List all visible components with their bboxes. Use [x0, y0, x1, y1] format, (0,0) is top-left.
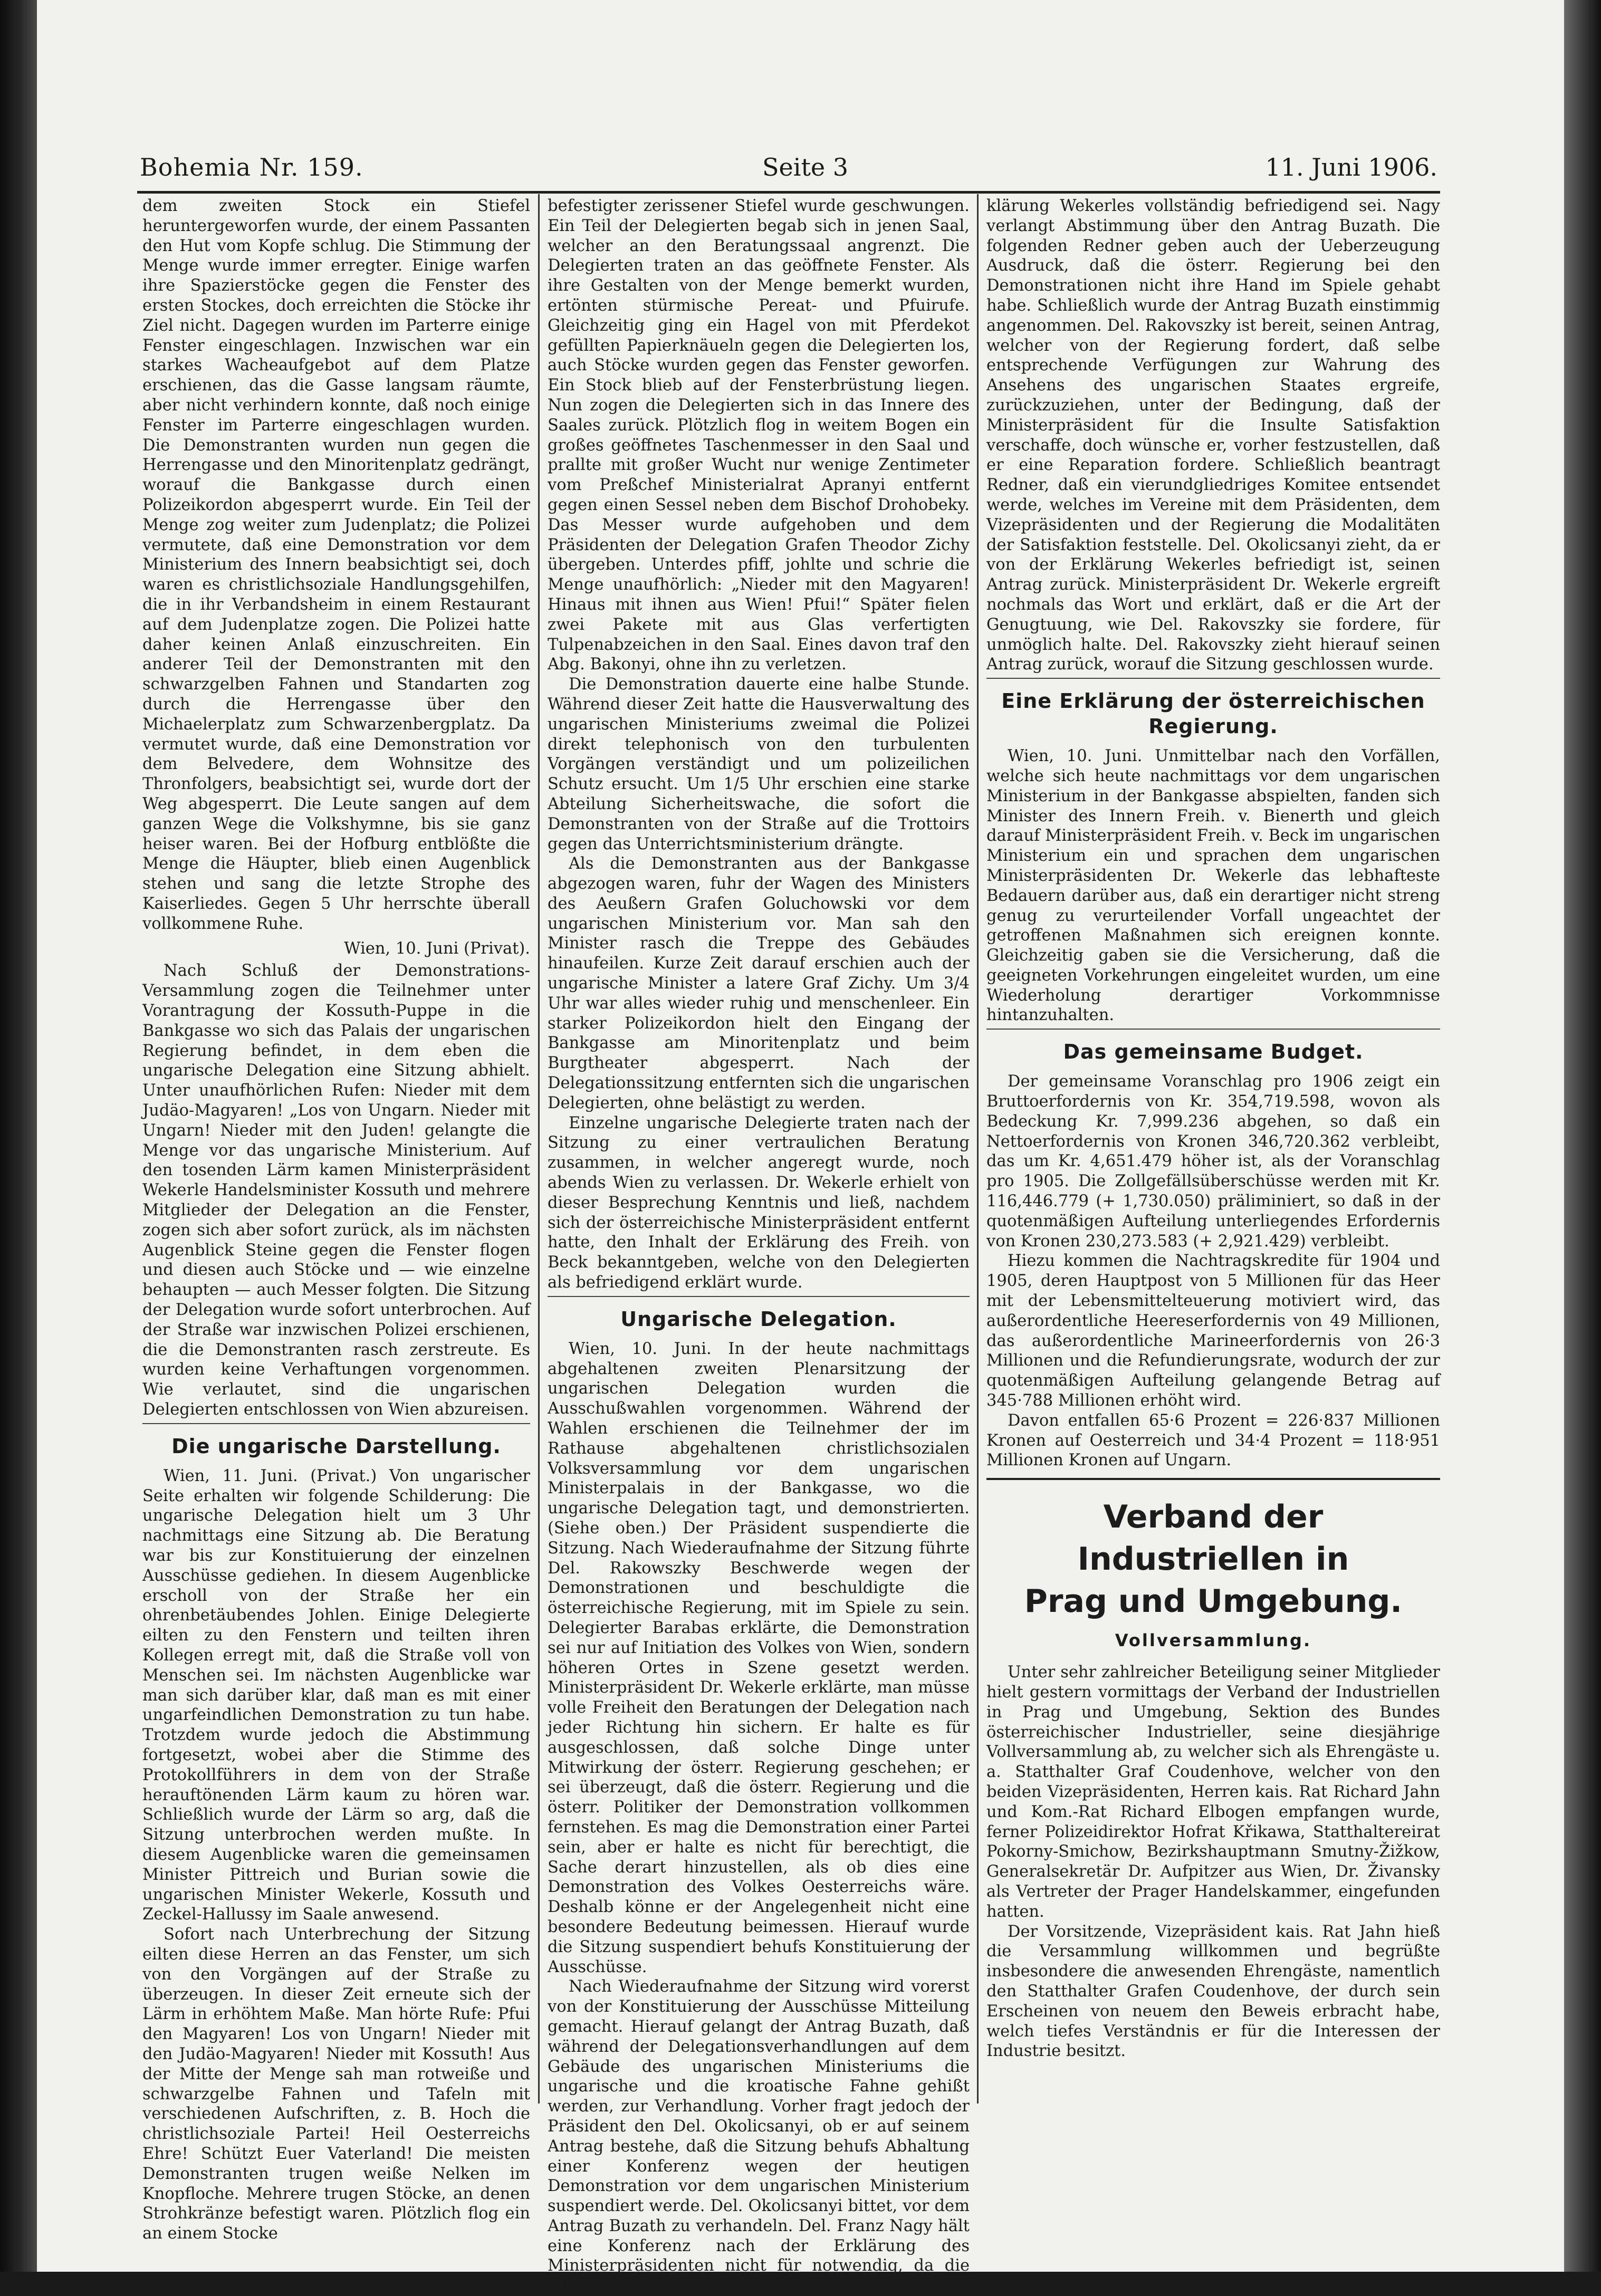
article-paragraph: Nach Wiederaufnahme der Sitzung wird vorerst von der Konstituierung der Ausschüsse Mitteilung gemacht. Hierauf gelangt der Antrag Buzath, daß während der Delegationsverhandlungen auf dem Gebäude des ungarischen Ministeriums die ungarische und die kroatische Fahne gehißt werden, zur Verhandlung. Vorher fragt jedoch der Präsident den Del. Okolicsanyi, ob er auf seinem Antrag bestehe, daß die Sitzung behufs Abhaltung einer Konferenz wegen der heutigen Demonstration vor dem ungarischen Ministerium suspendiert werde. Del. Okolicsanyi bittet, vor dem Antrag Buzath zu verhandeln. Del. Franz Nagy hält eine Konferenz nach der Erklärung des Ministerpräsidenten nicht für notwendig, da die Er- — [548, 1977, 970, 2295]
section-heading: Die ungarische Darstellung. — [171, 1434, 501, 1458]
column-3 — [986, 196, 1440, 2061]
scan-edge-right — [1564, 0, 1601, 2272]
section-rule — [986, 1478, 1440, 1480]
section-rule — [548, 1296, 970, 1297]
column-divider-2 — [977, 194, 979, 2103]
scan-edge-left — [0, 0, 37, 2272]
section-heading: Ungarische Delegation. — [620, 1307, 897, 1331]
dateline: Wien, 10. Juni (Privat). — [344, 939, 530, 958]
section-heading: Das gemeinsame Budget. — [1063, 1040, 1364, 1064]
article-paragraph: dem zweiten Stock ein Stiefel heruntergeworfen wurde, der einem Passanten den Hut vom Kopfe schlug. Die Stimmung der Menge wurde immer erregter. Einige warfen ihre Spazierstöcke gegen die Fenster des ersten Stockes, doch erreichten die Stöcke ihr Ziel nicht. Dagegen wurden im Parterre einige Fenster eingeschlagen. Inzwischen war ein starkes Wacheaufgebot auf dem Platze erschienen, das die Gasse langsam räumte, aber nicht verhindern konnte, daß noch einige Fenster im Parterre eingeschlagen wurden. Die Demonstranten wurden nun gegen die Herrengasse und den Minoritenplatz gedrängt, worauf die Bankgasse durch einen Polizeikordon abgesperrt wurde. Ein Teil der Menge zog weiter zum Judenplatz; die Polizei vermutete, daß eine Demonstration vor dem Ministerium des Innern beabsichtigt sei, doch waren es christlichsoziale Handlungsgehilfen, die in ihr Verbandsheim in einem Restaurant auf dem Judenplatze zogen. Die Polizei hatte daher keinen Anlaß einzuschreiten. Ein anderer Teil der Demonstranten mit den schwarzgelben Fahnen und Standarten zog durch die Herrengasse über den Michaelerplatz zum Schwarzenbergplatz. Da vermutet wurde, daß eine Demonstration vor dem Belvedere, dem Wohnsitze des Thronfolgers, beabsichtigt sei, wurde dort der Weg abgesperrt. Die Leute sangen auf dem ganzen Wege die Volkshymne, bis sie ganz heiser waren. Bei der Hofburg entblößte die Menge die Häupter, blieb einen Augenblick stehen und sang die letzte Strophe des Kaiserliedes. Gegen 5 Uhr herrschte überall vollkommene Ruhe. — [142, 197, 530, 933]
article-paragraph: klärung Wekerles vollständig befriedigend sei. Nagy verlangt Abstimmung über den Antrag Buzath. Die folgenden Redner geben auch der Ueberzeugung Ausdruck, daß die österr. Regierung bei den Demonstrationen nicht ihre Hand im Spiele gehabt habe. Schließlich wurde der Antrag Buzath einstimmig angenommen. Del. Rakovszky ist bereit, seinen Antrag, welcher von der Regierung fordert, daß selbe entsprechende Verfügungen zur Wahrung des Ansehens des ungarischen Staates ergreife, zurückzuziehen, unter der Bedingung, daß der Ministerpräsident für die Insulte Satisfaktion verschaffe, doch wünsche er, vorher festzustellen, daß er eine Reparation fordere. Schließlich beantragt Redner, daß ein vierundgliedriges Komitee entsendet werde, welches im Vereine mit dem Präsidenten, dem Vizepräsidenten und der Regierung die Modalitäten der Satisfaktion feststelle. Del. Okolicsanyi zieht, da er von der Erklärung Wekerles befriedigt ist, seinen Antrag zurück. Ministerpräsident Dr. Wekerle ergreift nochmals das Wort und erklärt, daß er die Art der Genugtuung, wie Del. Rakovszky sie fordere, für unmöglich halte. Del. Rakovszky zieht hierauf seinen Antrag zurück, worauf die Sitzung geschlossen wurde. — [986, 197, 1440, 674]
section-rule — [986, 1029, 1440, 1030]
article-paragraph: Nach Schluß der Demonstrations-Versammlung zogen die Teilnehmer unter Vorantragung der Kossuth-Puppe in die Bankgasse wo sich das Palais der ungarischen Regierung befindet, in dem eben die ungarische Delegation eine Sitzung abhielt. Unter unaufhörlichen Rufen: Nieder mit dem Judäo-Magyaren! „Los von Ungarn. Nieder mit Ungarn! Nieder mit den Juden! gelangte die Menge vor das ungarische Ministerium. Auf den tosenden Lärm kamen Ministerpräsident Wekerle Handelsminister Kossuth und mehrere Mitglieder der Delegation an die Fenster, zogen sich aber sofort zurück, als im nächsten Augenblick Steine gegen die Fenster flogen und diesen auch Stöcke und — wie einzelne behaupten — auch Messer folgten. Die Sitzung der Delegation wurde sofort unterbrochen. Auf der Straße war inzwischen Polizei erschienen, die die Demonstranten rasch zerstreute. Es wurden keine Verhaftungen vorgenommen. Wie verlautet, sind die ungarischen Delegierten entschlossen von Wien abzureisen. — [142, 962, 530, 1419]
section-heading: Eine Erklärung der österreichischen Regierung. — [1001, 689, 1425, 738]
article-paragraph: Der Vorsitzende, Vizepräsident kais. Rat Jahn hieß die Versammlung willkommen und begrüßte insbesondere die anwesenden Ehrengäste, namentlich den Statthalter Grafen Coudenhove, der durch sein Erscheinen von neuem den Beweis erbracht habe, welch tiefes Verständnis er für die Interessen der Industrie besitzt. — [986, 1922, 1440, 2061]
article-paragraph: Die Demonstration dauerte eine halbe Stunde. Während dieser Zeit hatte die Hausverwaltung des ungarischen Ministeriums zweimal die Polizei direkt telephonisch von den turbulenten Vorgängen verständigt und um polizeilichen Schutz ersucht. Um 1/5 Uhr erschien eine starke Abteilung Sicherheitswache, die sofort die Demonstranten von der Straße auf die Trottoirs gegen das Unterrichtsministerium drängte. — [548, 675, 970, 853]
article-paragraph: Davon entfallen 65·6 Prozent = 226·837 Millionen Kronen auf Oesterreich und 34·4 Prozent = 118·951 Millionen Kronen auf Ungarn. — [986, 1411, 1440, 1470]
section-rule — [142, 1423, 530, 1424]
article-paragraph: Sofort nach Unterbrechung der Sitzung eilten diese Herren an das Fenster, um sich von den Vorgängen auf der Straße zu überzeugen. In dieser Zeit erneute sich der Lärm in erhöhtem Maße. Man hörte Rufe: Pfui den Magyaren! Los von Ungarn! Nieder mit den Judäo-Magyaren! Nieder mit Kossuth! Aus der Mitte der Menge sah man rotweiße und schwarzgelbe Fahnen und Tafeln mit verschiedenen Aufschriften, z. B. Hoch die christlichsoziale Partei! Heil Oesterreichs Ehre! Schützt Euer Vaterland! Die meisten Demonstranten trugen weiße Nelken im Knopfloche. Mehrere trugen Stöcke, an denen Strohkränze befestigt waren. Plötzlich flog ein an einem Stocke — [142, 1925, 530, 2243]
article-paragraph: Wien, 10. Juni. Unmittelbar nach den Vorfällen, welche sich heute nachmittags vor dem ungarischen Ministerium in der Bankgasse abspielten, fanden sich Minister des Innern Freih. v. Bienerth und gleich darauf Ministerpräsident Freih. v. Beck im ungarischen Ministerium ein und sprachen dem ungarischen Ministerpräsidenten Dr. Wekerle das lebhafteste Bedauern darüber aus, daß ein derartiger nicht streng genug zu verurteilender Vorfall ungeachtet der getroffenen Maßnahmen sich ereignen konnte. Gleichzeitig gaben sie die Versicherung, daß die geeigneten Vorkehrungen eingeleitet wurden, um eine Wiederholung derartiger Vorkommnisse hintanzuhalten. — [986, 747, 1440, 1025]
article-paragraph: Wien, 10. Juni. In der heute nachmittags abgehaltenen zweiten Plenarsitzung der ungarischen Delegation wurden die Ausschußwahlen vorgenommen. Während der Wahlen erschienen die Teilnehmer der im Rathause abgehaltenen christlichsozialen Volksversammlung vor dem ungarischen Ministerpalais in der Bankgasse, wo die ungarische Delegation tagt, und demonstrierten. (Siehe oben.) Der Präsident suspendierte die Sitzung. Nach Wiederaufnahme der Sitzung führte Del. Rakowszky Beschwerde wegen der Demonstrationen und beschuldigte die österreichische Regierung, mit im Spiele zu sein. Delegierter Barabas erklärte, die Demonstration sei nur auf Initiation des Volkes von Wien, sondern höheren Ortes in Szene gesetzt werden. Ministerpräsident Dr. Wekerle erklärte, man müsse volle Freiheit den Beratungen der Delegation nach jeder Richtung hin sichern. Er halte es für ausgeschlossen, daß solche Dinge unter Mitwirkung der österr. Regierung geschehen; er sei überzeugt, daß die österr. Regierung und die österr. Politiker der Demonstration vollkommen fernstehen. Es mag die Demonstration einer Partei sein, aber er halte es nicht für berechtigt, die Sache derart hinzustellen, als ob dies eine Demonstration des Volkes Oesterreichs wäre. Deshalb könne er der Angelegenheit nicht eine besondere Bedeutung beimessen. Hierauf wurde die Sitzung suspendiert behufs Konstituierung der Ausschüsse. — [548, 1339, 970, 1976]
article-paragraph: Hiezu kommen die Nachtragskredite für 1904 und 1905, deren Hauptpost von 5 Millionen für das Heer mit der Lebensmittelteuerung motiviert wird, das außerordentliche Heereserfordernis von 49 Millionen, das außerordentliche Marineerfordernis von 26·3 Millionen und die Refundierungsrate, wodurch der zur quotenmäßigen Aufteilung gelangende Betrag auf 345·788 Millionen erhöht wird. — [986, 1252, 1440, 1410]
article-paragraph: Wien, 11. Juni. (Privat.) Von ungarischer Seite erhalten wir folgende Schilderung: Die ungarische Delegation hielt um 3 Uhr nachmittags eine Sitzung ab. Die Beratung war bis zur Konstituierung der einzelnen Ausschüsse gediehen. In diesem Augenblicke erscholl von der Straße her ein ohrenbetäubendes Johlen. Einige Delegierte eilten zu den Fenstern und teilten ihren Kollegen erregt mit, daß die Straße voll von Menschen sei. Im nächsten Augenblicke war man sich darüber klar, daß man es mit einer ungarfeindlichen Demonstration zu tun habe. Trotzdem wurde jedoch die Abstimmung fortgesetzt, wobei aber die Stimme des Protokollführers in dem von der Straße herauftönenden Lärm kaum zu hören war. Schließlich wurde der Lärm so arg, daß die Sitzung unterbrochen werden mußte. In diesem Augenblicke waren die gemeinsamen Minister Pittreich und Burian sowie die ungarischen Minister Wekerle, Kossuth und Zeckel-Hallussy im Saale anwesend. — [142, 1466, 530, 1924]
heading-line-2: Prag und Umgebung. — [1024, 1583, 1403, 1620]
section-rule — [986, 678, 1440, 679]
heading-line-1: Verband der Industriellen in — [1077, 1498, 1349, 1578]
article-paragraph: Als die Demonstranten aus der Bankgasse abgezogen waren, fuhr der Wagen des Ministers des Aeußern Grafen Goluchowski vor dem ungarischen Ministerium vor. Man sah den Minister rasch die Treppe des Gebäudes hinaufeilen. Kurze Zeit darauf erschien auch der ungarische Minister a latere Graf Zichy. Um 3/4 Uhr war alles wieder ruhig und menschenleer. Ein starker Polizeikordon hielt den Eingang der Bankgasse am Minoritenplatz und beim Burgtheater abgesperrt. Nach der Delegationssitzung entfernten sich die ungarischen Delegierten, ohne belästigt zu werden. — [548, 854, 970, 1112]
column-2 — [548, 196, 970, 2296]
column-1 — [142, 196, 530, 2244]
subheading: Vollversammlung. — [1115, 1630, 1312, 1651]
article-paragraph: befestigter zerissener Stiefel wurde geschwungen. Ein Teil der Delegierten begab sich in jenen Saal, welcher an den Beratungssaal angrenzt. Die Delegierten traten an das geöffnete Fenster. Als ihre Gestalten von der Menge bemerkt wurden, ertönten stürmische Pereat- und Pfuirufe. Gleichzeitig ging ein Hagel von mit Pferdekot gefüllten Papierknäueln gegen die Delegierten los, auch Stöcke wurden gegen das Fenster geworfen. Ein Stock blieb auf der Fensterbrüstung liegen. Nun zogen die Delegierten sich in das Innere des Saales zurück. Plötzlich flog in weitem Bogen ein großes geöffnetes Taschenmesser in den Saal und prallte mit großer Wucht nur wenige Zentimeter vom Preßchef Ministerialrat Apranyi entfernt gegen einen Sessel neben dem Bischof Drohobeky. Das Messer wurde aufgehoben und dem Präsidenten der Delegation Grafen Theodor Zichy übergeben. Unterdes pfiff, johlte und schrie die Menge unaufhörlich: „Nieder mit den Magyaren! Hinaus mit ihnen aus Wien! Pfui!“ Später fielen zwei Pakete mit aus Glas verfertigten Tulpenabzeichen in den Saal. Eines davon traf den Abg. Bakonyi, ohne ihn zu verletzen. — [548, 197, 970, 674]
header-masthead: Bohemia Nr. 159. — [140, 153, 363, 181]
article-paragraph: Einzelne ungarische Delegierte traten nach der Sitzung zu einer vertraulichen Beratung zusammen, in welcher angeregt wurde, noch abends Wien zu verlassen. Dr. Wekerle erhielt von dieser Besprechung Kenntnis und ließ, nachdem sich der österreichische Ministerpräsident entfernt hatte, den Inhalt der Erklärung des Freih. von Beck bekanntgeben, welche von den Delegierten als befriedigend erklärt wurde. — [548, 1113, 970, 1292]
article-paragraph: Der gemeinsame Voranschlag pro 1906 zeigt ein Bruttoerfordernis von Kr. 354,719.598, wovon als Bedeckung Kr. 7,999.236 abgehen, so daß ein Nettoerfordernis von Kronen 346,720.362 verbleibt, das um Kr. 4,651.479 höher ist, als der Voranschlag pro 1905. Die Zollgefällsüberschüsse werden mit Kr. 116,446.779 (+ 1,730.050) präliminiert, so daß in der quotenmäßigen Aufteilung unterliegendes Erfordernis von Kronen 230,273.583 (+ 2,921.429) verbleibt. — [986, 1072, 1440, 1251]
page-header — [140, 153, 1437, 190]
column-divider-1 — [538, 194, 540, 2103]
article-paragraph: Unter sehr zahlreicher Beteiligung seiner Mitglieder hielt gestern vormittags der Verband der Industriellen in Prag und Umgebung, Sektion des Bundes österreichischer Industrieller, seine diesjährige Vollversammlung ab, zu welcher sich als Ehrengäste u. a. Statthalter Graf Coudenhove, welcher von den beiden Vizepräsidenten, Herren kais. Rat Richard Jahn und Kom.-Rat Richard Elbogen empfangen wurde, ferner Polizeidirektor Hofrat Křikawa, Statthaltereirat Pokorny-Smichow, Bezirkshauptmann Smutny-Žižkow, Generalsekretär Dr. Aufpitzer aus Wien, Dr. Živansky als Vertreter der Prager Handelskammer, eingefunden hatten. — [986, 1663, 1440, 1921]
header-page-number: Seite 3 — [762, 153, 849, 181]
header-rule — [137, 191, 1440, 194]
header-date: 11. Juni 1906. — [1265, 153, 1437, 181]
newspaper-page — [37, 0, 1564, 2295]
section-heading-large — [986, 1496, 1440, 1622]
